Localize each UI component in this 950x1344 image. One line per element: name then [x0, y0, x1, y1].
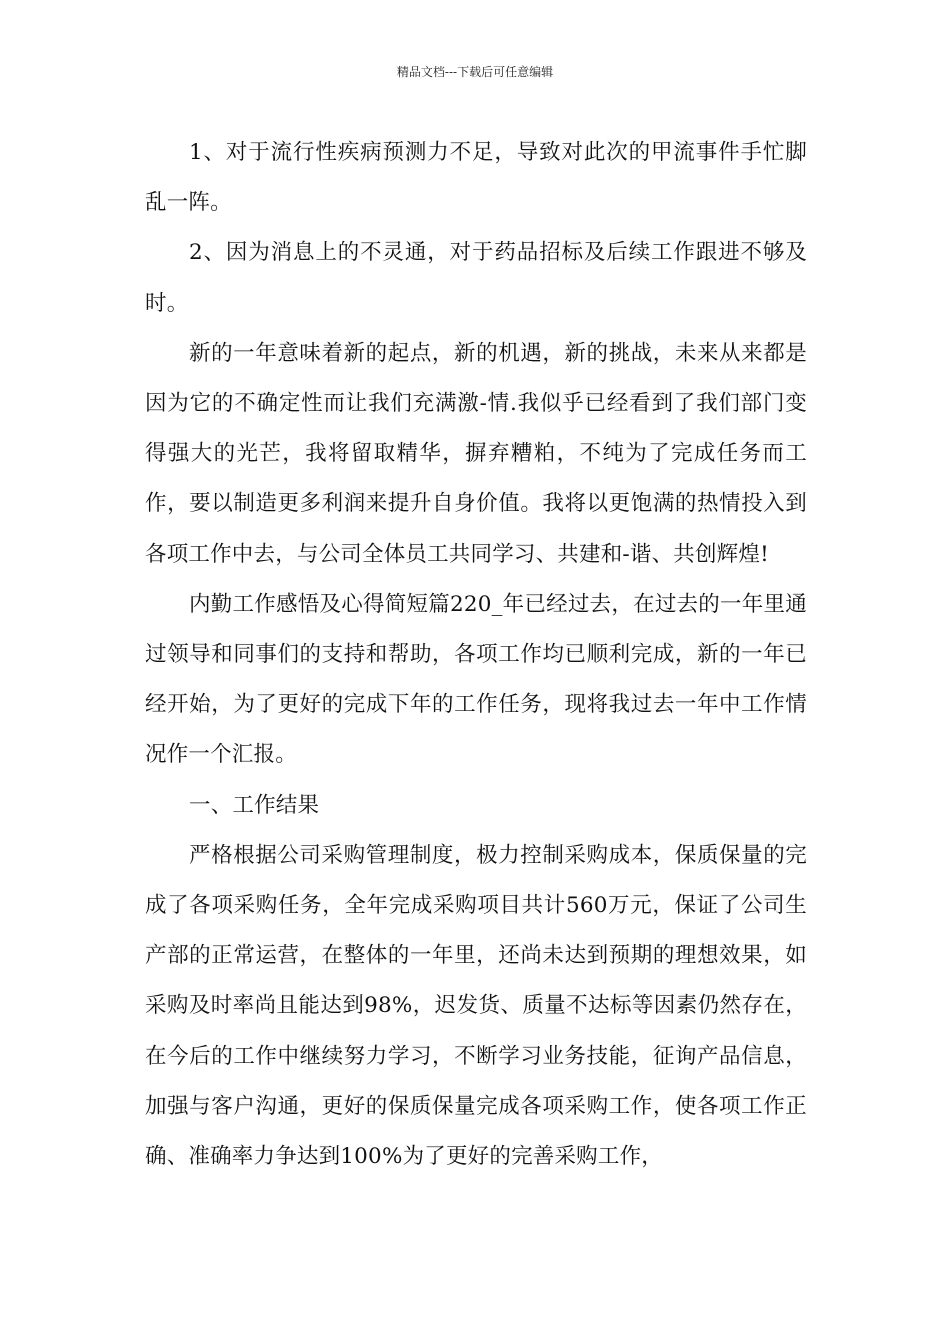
document-body: [145, 128, 807, 1182]
paragraph-4: 内勤工作感悟及心得简短篇220_年已经过去，在过去的一年里通过领导和同事们的支持和帮助，各项工作均已顺利完成，新的一年已经开始，为了更好的完成下年的工作任务，现将我过去一年中工作情况作一个汇报。: [145, 591, 807, 768]
paragraph-5: 严格根据公司采购管理制度，极力控制采购成本，保质保量的完成了各项采购任务，全年完成采购项目共计560万元，保证了公司生产部的正常运营，在整体的一年里，还尚未达到预期的理想效果，如采购及时率尚且能达到98%，迟发货、质量不达标等因素仍然存在，在今后的工作中继续努力学习，不断学习业务技能，征询产品信息，加强与客户沟通，更好的保质保量完成各项采购工作，使各项工作正确、准确率力争达到100%为了更好的完善采购工作，: [145, 842, 807, 1170]
paragraph-2: 2、因为消息上的不灵通，对于药品招标及后续工作跟进不够及时。: [145, 240, 807, 316]
paragraph-1: 1、对于流行性疾病预测力不足，导致对此次的甲流事件手忙脚乱一阵。: [145, 140, 807, 216]
page-header: 精品文档---下载后可任意编辑: [396, 65, 554, 79]
section-heading: 一、工作结果: [189, 792, 320, 818]
paragraph-3: 新的一年意味着新的起点，新的机遇，新的挑战，未来从来都是因为它的不确定性而让我们充满激-情.我似乎已经看到了我们部门变得强大的光芒，我将留取精华，摒弃糟粕，不纯为了完成任务而工作，要以制造更多利润来提升自身价值。我将以更饱满的热情投入到各项工作中去，与公司全体员工共同学习、共建和-谐、共创辉煌!: [145, 340, 807, 567]
